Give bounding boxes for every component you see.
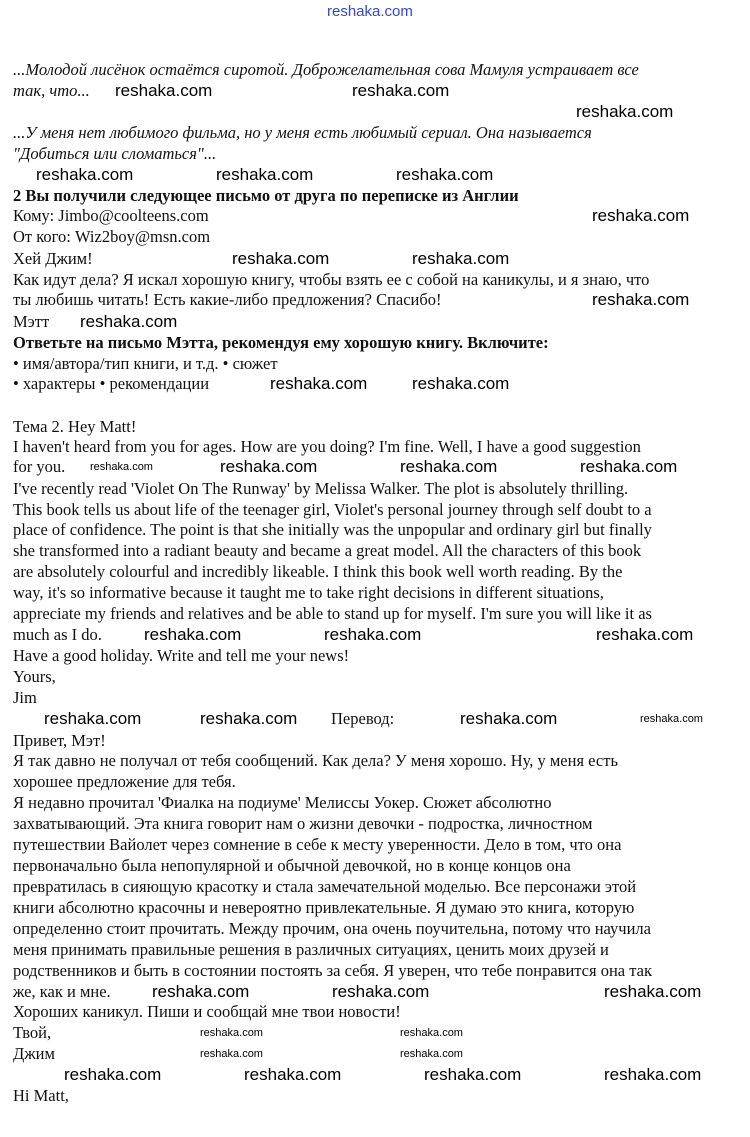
text-line: первоначально была непопулярной и обычной девочкой, но в конце концов она (13, 856, 571, 875)
watermark: reshaka.com (36, 165, 134, 184)
watermark: reshaka.com (640, 713, 703, 725)
watermark: reshaka.com (90, 461, 153, 473)
watermark: reshaka.com (220, 457, 318, 476)
watermark: reshaka.com (400, 1048, 463, 1060)
watermark: reshaka.com (115, 81, 213, 100)
text-line: Я так давно не получал от тебя сообщений. Как дела? У меня хорошо. Ну, у меня есть (13, 751, 618, 770)
watermark: reshaka.com (592, 206, 690, 225)
task-heading: 2 Вы получили следующее письмо от друга по переписке из Англии (13, 186, 519, 205)
watermark: reshaka.com (352, 81, 450, 100)
watermark: reshaka.com (412, 374, 510, 393)
watermark: reshaka.com (604, 1065, 702, 1084)
text-line: Хей Джим! (13, 249, 93, 268)
text-line: же, как и мне. (13, 982, 111, 1001)
text-line: Jim (13, 688, 37, 707)
watermark: reshaka.com (144, 625, 242, 644)
text-line: Я недавно прочитал 'Фиалка на подиуме' Мелиссы Уокер. Сюжет абсолютно (13, 793, 552, 812)
text-line: she transformed into a radiant beauty and became a great model. All the characters of this book (13, 541, 642, 560)
watermark: reshaka.com (244, 1065, 342, 1084)
watermark: reshaka.com (460, 709, 558, 728)
text-line: От кого: Wiz2boy@msn.com (13, 227, 211, 246)
watermark: reshaka.com (332, 982, 430, 1001)
text-line: Твой, (13, 1023, 52, 1042)
watermark: reshaka.com (604, 982, 702, 1001)
watermark: reshaka.com (152, 982, 250, 1001)
watermark: reshaka.com (592, 290, 690, 309)
watermark: reshaka.com (324, 625, 422, 644)
text-line: for you. (13, 457, 66, 476)
text-line: ...Молодой лисёнок остаётся сиротой. Доброжелательная сова Мамуля устраивает все (13, 60, 639, 79)
task-instruction: Ответьте на письмо Мэтта, рекомендуя ему хорошую книгу. Включите: (13, 333, 549, 352)
watermark: reshaka.com (200, 709, 298, 728)
text-line: way, it's so informative because it taught me to take right decisions in different situations, (13, 583, 604, 602)
text-line: Yours, (13, 667, 56, 686)
text-line: "Добиться или сломаться"... (13, 144, 217, 163)
watermark: reshaka.com (396, 165, 494, 184)
watermark: reshaka.com (327, 3, 413, 20)
watermark: reshaka.com (424, 1065, 522, 1084)
text-line: родственников и быть в состоянии постоять за себя. Я уверен, что тебе понравится она так (13, 961, 653, 980)
text-line: ...У меня нет любимого фильма, но у меня есть любимый сериал. Она называется (13, 123, 592, 142)
text-line: Have a good holiday. Write and tell me your news! (13, 646, 350, 665)
text-line: путешествии Вайолет через сомнение в себе к месту уверенности. Дело в том, что она (13, 835, 622, 854)
watermark: reshaka.com (580, 457, 678, 476)
text-line: определенно стоит прочитать. Между прочим, она очень поучительна, потому что научила (13, 919, 651, 938)
text-line: Привет, Мэт! (13, 731, 106, 750)
translation-label: Перевод: (331, 709, 395, 728)
text-line: меня принимать правильные решения в различных ситуациях, ценить моих друзей и (13, 940, 609, 959)
text-line: превратилась в сияющую красотку и стала замечательной моделью. Все персонажи этой (13, 877, 637, 896)
watermark: reshaka.com (270, 374, 368, 393)
text-line: ты любишь читать! Есть какие-либо предложения? Спасибо! (13, 290, 442, 309)
watermark: reshaka.com (232, 249, 330, 268)
text-line: Кому: Jimbo@coolteens.com (13, 206, 209, 225)
text-line: I haven't heard from you for ages. How are you doing? I'm fine. Well, I have a good suggestion (13, 437, 641, 456)
watermark: reshaka.com (576, 102, 674, 121)
watermark: reshaka.com (596, 625, 694, 644)
watermark: reshaka.com (44, 709, 142, 728)
text-line: I've recently read 'Violet On The Runway' by Melissa Walker. The plot is absolutely thrilling. (13, 479, 629, 498)
watermark: reshaka.com (80, 312, 178, 331)
text-line: Как идут дела? Я искал хорошую книгу, чтобы взять ее с собой на каникулы, и я знаю, что (13, 270, 650, 289)
text-line: Мэтт (13, 312, 50, 331)
text-line: appreciate my friends and relatives and be able to stand up for myself. I'm sure you will like it as (13, 604, 652, 623)
text-line: Хороших каникул. Пиши и сообщай мне твои новости! (13, 1002, 401, 1021)
watermark: reshaka.com (200, 1027, 263, 1039)
text-line: much as I do. (13, 625, 102, 644)
text-line: This book tells us about life of the teenager girl, Violet's personal journey through self doubt to a (13, 500, 652, 519)
watermark: reshaka.com (412, 249, 510, 268)
text-line: книги абсолютно красочны и невероятно привлекательные. Я думаю это книга, которую (13, 898, 635, 917)
watermark: reshaka.com (400, 457, 498, 476)
text-line: place of confidence. The point is that she initially was the unpopular and ordinary girl but finally (13, 520, 652, 539)
watermark: reshaka.com (200, 1048, 263, 1060)
text-line: так, что... (13, 81, 90, 100)
watermark: reshaka.com (64, 1065, 162, 1084)
text-line: Hi Matt, (13, 1086, 69, 1105)
text-line: Джим (13, 1044, 55, 1063)
text-line: • характеры • рекомендации (13, 374, 210, 393)
text-line: are absolutely colourful and incredibly likeable. I think this book well worth reading. By the (13, 562, 623, 581)
text-line: хорошее предложение для тебя. (13, 772, 236, 791)
text-line: Тема 2. Hey Matt! (13, 417, 137, 436)
text-line: • имя/автора/тип книги, и т.д. • сюжет (13, 354, 278, 373)
watermark: reshaka.com (400, 1027, 463, 1039)
text-line: захватывающий. Эта книга говорит нам о жизни девочки - подростка, личностном (13, 814, 593, 833)
watermark: reshaka.com (216, 165, 314, 184)
